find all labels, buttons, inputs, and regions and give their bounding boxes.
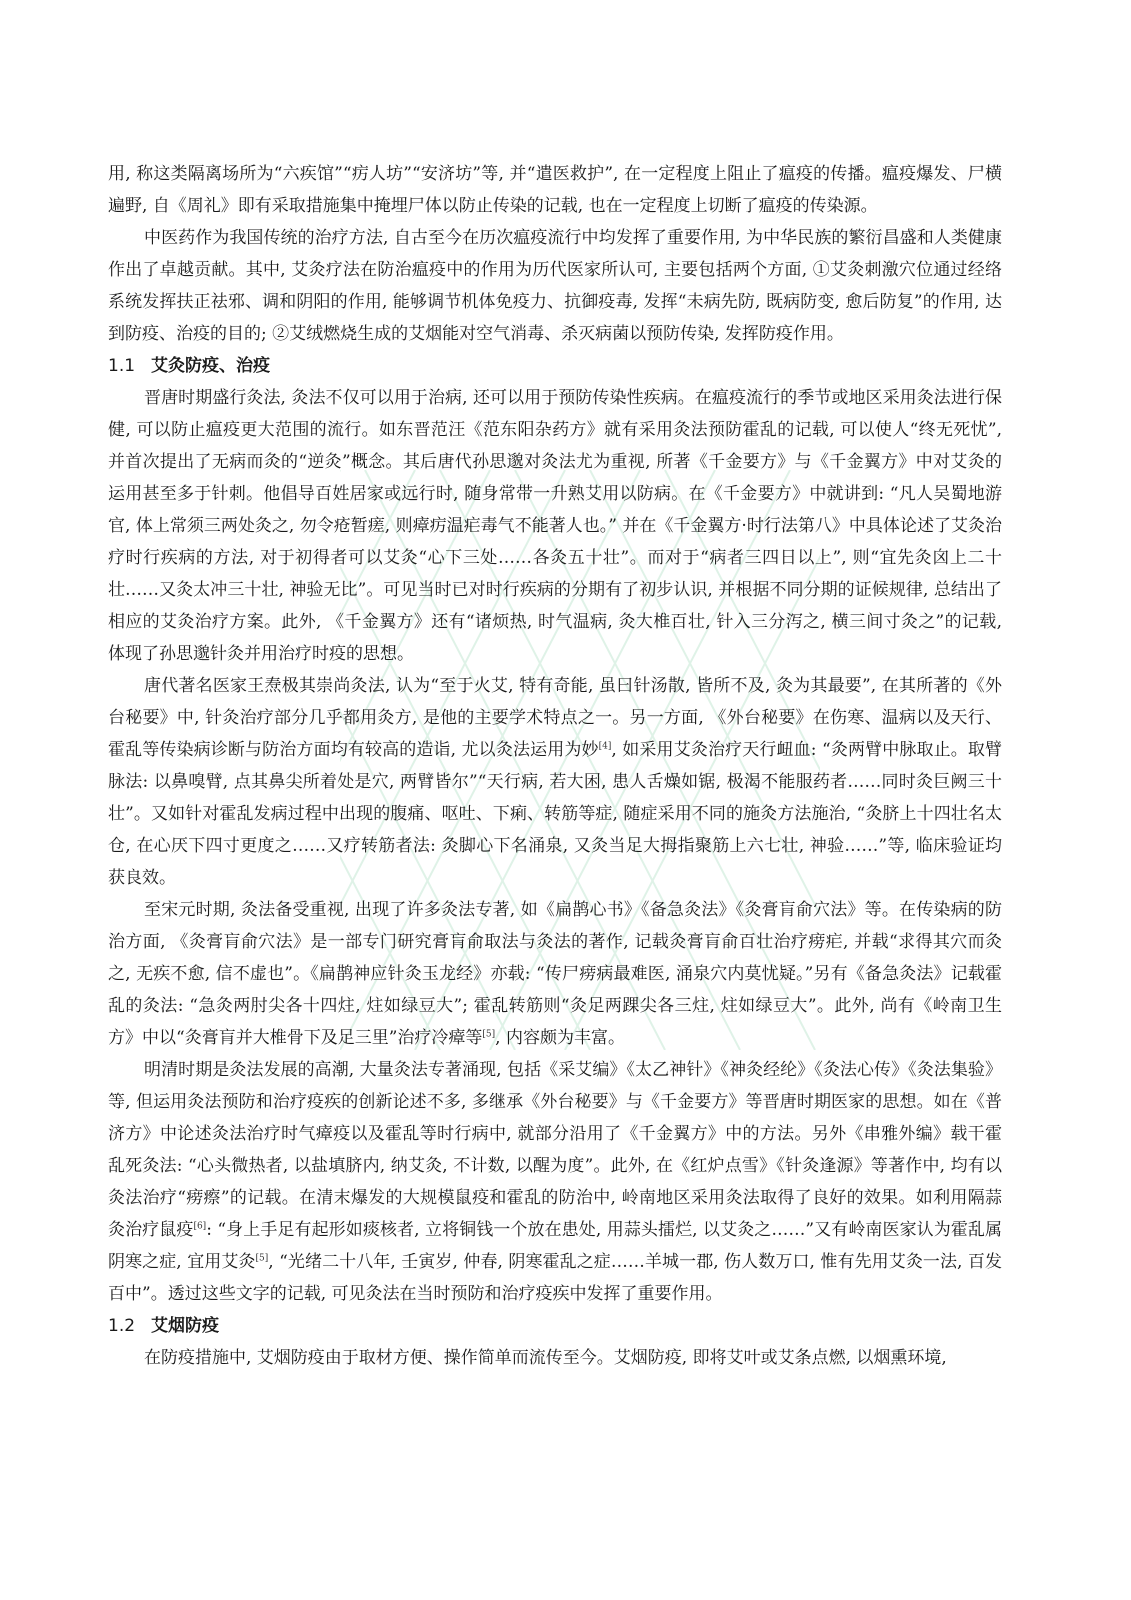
paragraph-text: 晋唐时期盛行灸法, 灸法不仅可以用于治病, 还可以用于预防传染性疾病。在瘟疫流行的季节或地区采用灸法进行保健, 可以防止瘟疫更大范围的流行。如东晋范汪《范东阳杂药方》就有采用灸法预防霍乱的记载, 可以使人“终无死忧”, 并首次提出了无病而灸的“逆灸”概念。其后唐代孙思邈对灸法尤为重视, 所著《千金要方》与《千金翼方》中对艾灸的运用甚至多于针刺。他倡导百姓居家或远行时, 随身常带一升熟艾用以防病。在《千金要方》中就讲到: “凡人吴蜀地游官, 体上常须三两处灸之, 勿令疮暂瘥, 则瘴疠温疟毒气不能著人也。” 并在《千金翼方·时行法第八》中具体论述了艾灸治疗时行疾病的方法, 对于初得者可以艾灸“心下三处……各灸五十壮”。而对于“病者三四日以上”, 则“宜先灸囟上二十壮……又灸太冲三十壮, 神验无比”。可见当时已对时行疾病的分期有了初步认识, 并根据不同分期的证候规律, 总结出了相应的艾灸治疗方案。此外, 《千金翼方》还有“诸烦热, 时气温病, 灸大椎百壮, 针入三分泻之, 横三间寸灸之”的记载, 体现了孙思邈针灸并用治疗时疫的思想。 [108, 388, 1002, 664]
citation-ref[interactable]: [5] [482, 1029, 496, 1040]
document-body [108, 158, 1002, 1374]
paragraph-song-yuan [108, 894, 1002, 1054]
citation-ref[interactable]: [4] [598, 741, 612, 752]
citation-ref[interactable]: [5] [255, 1253, 269, 1264]
section-number: 1.1 [108, 356, 136, 376]
paragraph-text: 至宋元时期, 灸法备受重视, 出现了许多灸法专著, 如《扁鹊心书》《备急灸法》《灸膏肓俞穴法》等。在传染病的防治方面, 《灸膏肓俞穴法》是一部专门研究膏肓俞取法与灸法的著作, 记载灸膏肓俞百壮治疗痨疟, 并载“求得其穴而灸之, 无疾不愈, 信不虚也”。《扁鹊神应针灸玉龙经》亦载: “传尸痨病最难医, 涌泉穴内莫忧疑。”另有《备急灸法》记载霍乱的灸法: “急灸两肘尖各十四炷, 炷如绿豆大”; 霍乱转筋则“灸足两踝尖各三炷, 炷如绿豆大”。此外, 尚有《岭南卫生方》中以“灸膏肓并大椎骨下及足三里”治疗冷瘴等 [108, 900, 1002, 1048]
paragraph-text: 唐代著名医家王焘极其崇尚灸法, 认为“至于火艾, 特有奇能, 虽曰针汤散, 皆所不及, 灸为其最要”, 在其所著的《外台秘要》中, 针灸治疗部分几乎都用灸方, 是他的主要学术特点之一。另一方面, 《外台秘要》在伤寒、温病以及天行、霍乱等传染病诊断与防治方面均有较高的造诣, 尤以灸法运用为妙 [108, 676, 1002, 760]
paragraph-text: 用, 称这类隔离场所为“六疾馆”“疠人坊”“安济坊”等, 并“遣医救护”, 在一定程度上阻止了瘟疫的传播。瘟疫爆发、尸横遍野, 自《周礼》即有采取措施集中掩埋尸体以防止传染的记载, 也在一定程度上切断了瘟疫的传染源。 [108, 164, 1002, 216]
paragraph-wang-tao [108, 670, 1002, 894]
section-title: 艾灸防疫、治疫 [151, 356, 271, 376]
section-title: 艾烟防疫 [151, 1316, 220, 1336]
paragraph-text: , 内容颇为丰富。 [495, 1028, 625, 1048]
citation-ref[interactable]: [6] [193, 1221, 207, 1232]
paragraph-text: 明清时期是灸法发展的高潮, 大量灸法专著涌现, 包括《采艾编》《太乙神针》《神灸经纶》《灸法心传》《灸法集验》等, 但运用灸法预防和治疗疫疾的创新论述不多, 多继承《外台秘要》与《千金要方》等晋唐时期医家的思想。如在《普济方》中论述灸法治疗时气瘴疫以及霍乱等时行病中, 就部分沿用了《千金翼方》中的方法。另外《串雅外编》载干霍乱死灸法: “心头微热者, 以盐填脐内, 纳艾灸, 不计数, 以醒为度”。此外, 在《红炉点雪》《针灸逢源》等著作中, 均有以灸法治疗“痨瘵”的记载。在清末爆发的大规模鼠疫和霍乱的防治中, 岭南地区采用灸法取得了良好的效果。如利用隔蒜灸治疗鼠疫 [108, 1060, 1002, 1240]
paragraph-moxa-smoke [108, 1342, 1002, 1374]
paragraph-text: 在防疫措施中, 艾烟防疫由于取材方便、操作简单而流传至今。艾烟防疫, 即将艾叶或艾条点燃, 以烟熏环境, [144, 1348, 947, 1368]
paragraph-jin-tang [108, 382, 1002, 670]
section-heading-1-1 [108, 350, 1002, 382]
section-number: 1.2 [108, 1316, 136, 1336]
paragraph-text: , “光绪二十八年, 壬寅岁, 仲春, 阴寒霍乱之症……羊城一郡, 伤人数万口, 惟有先用艾灸一法, 百发百中”。透过这些文字的记载, 可见灸法在当时预防和治疗疫疾中发挥了重要作用。 [108, 1252, 1003, 1304]
paragraph-text: , 如采用艾灸治疗天行衄血: “灸两臂中脉取止。取臂脉法: 以鼻嗅臂, 点其鼻尖所着处是穴, 两臂皆尔”“天行病, 若大困, 患人舌燥如锯, 极渴不能服药者……同时灸巨阙三十壮”。又如针对霍乱发病过程中出现的腹痛、呕吐、下痢、转筋等症, 随症采用不同的施灸方法施治, “灸脐上十四壮名太仓, 在心厌下四寸更度之……又疗转筋者法: 灸脚心下名涌泉, 又灸当足大拇指聚筋上六七壮, 神验……”等, 临床验证均获良效。 [108, 740, 1002, 888]
paragraph-ming-qing [108, 1054, 1002, 1310]
paragraph-text: 中医药作为我国传统的治疗方法, 自古至今在历次瘟疫流行中均发挥了重要作用, 为中华民族的繁衍昌盛和人类健康作出了卓越贡献。其中, 艾灸疗法在防治瘟疫中的作用为历代医家所认可, 主要包括两个方面, ①艾灸刺激穴位通过经络系统发挥扶正祛邪、调和阴阳的作用, 能够调节机体免疫力、抗御疫毒, 发挥“未病先防, 既病防变, 愈后防复”的作用, 达到防疫、治疫的目的; ②艾绒燃烧生成的艾烟能对空气消毒、杀灭病菌以预防传染, 发挥防疫作用。 [108, 228, 1002, 344]
paragraph-intro-continued [108, 158, 1002, 222]
paragraph-text: : “身上手足有起形如痰核者, 立将铜钱一个放在患处, 用蒜头擂烂, 以艾灸之……”又有岭南医家认为霍乱属阴寒之症, 宜用艾灸 [108, 1220, 1003, 1272]
paragraph-tcm-overview [108, 222, 1002, 350]
section-heading-1-2 [108, 1310, 1002, 1342]
